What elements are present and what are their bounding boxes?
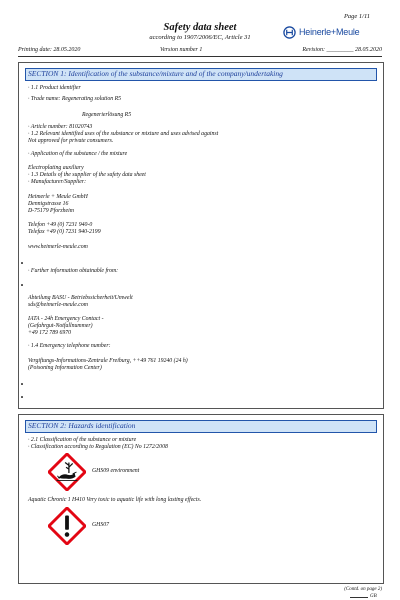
- section-1-heading: SECTION 1: Identification of the substance/mixture and of the company/undertaking: [28, 69, 283, 78]
- s1-website[interactable]: www.heimerle-meule.com: [28, 244, 88, 250]
- s1-bullet: [21, 284, 23, 286]
- s1-department: Abteilung BASU - Betriebssicherheit/Umwelt: [28, 295, 133, 301]
- s1-bullet: [21, 396, 23, 398]
- s2-ghs07-label: GHS07: [92, 522, 110, 528]
- s1-emergency-number: +49 172 789 6970: [28, 330, 72, 336]
- continued-note: (Contd. on page 2): [344, 587, 382, 592]
- s2-ghs09-label: GHS09 environment: [92, 468, 140, 474]
- s2-classification: · 2.1 Classification of the substance or mixture: [28, 437, 137, 443]
- s1-telefax: Telefax +49 (0) 7231 940-2199: [28, 229, 101, 235]
- document-title: Safety data sheet: [163, 22, 237, 33]
- s1-application: · Application of the substance / the mixture: [28, 151, 128, 157]
- s1-manufacturer: · Manufacturer/Supplier:: [28, 179, 87, 185]
- s1-telefon: Telefon +49 (0) 7231 940-0: [28, 222, 93, 228]
- s1-supplier-details: · 1.3 Details of the supplier of the safety data sheet: [28, 172, 146, 178]
- section-2-heading: SECTION 2: Hazards identification: [28, 421, 136, 430]
- s1-city: D-75179 Pforzheim: [28, 208, 74, 214]
- s1-electroplating: Electroplating auxiliary: [28, 165, 84, 171]
- s1-email[interactable]: sds@heimerle-meule.com: [28, 302, 88, 308]
- s1-identified-uses: · 1.2 Relevant identified uses of the substance or mixture and uses advised against: [28, 131, 219, 137]
- s1-bullet: [21, 383, 23, 385]
- page-number: Page 1/11: [343, 13, 370, 20]
- document-subtitle: according to 1907/2006/EC, Article 31: [149, 34, 251, 41]
- header-divider: [18, 56, 382, 57]
- s1-trade-name: · Trade name: Regenerating solution R5: [28, 96, 122, 102]
- version-number: Version number 1: [160, 47, 203, 53]
- section-2-header: [25, 420, 377, 433]
- s2-aquatic-chronic: Aquatic Chronic 1 H410 Very toxic to aquatic life with long lasting effects.: [28, 497, 202, 503]
- s1-street: Dennigstrasse 16: [28, 201, 69, 207]
- section-1-header: [25, 68, 377, 81]
- s1-company-name: Heimerle + Meule GmbH: [28, 194, 88, 200]
- printing-date: Printing date: 28.05.2020: [18, 47, 81, 53]
- s1-gefahrgut: (Gefahrgut-Notfallnummer): [28, 323, 93, 329]
- s1-not-approved: Not approved for private consumers.: [28, 138, 114, 144]
- s1-poison-centre: Vergiftungs-Informations-Zentrale Freiburg, ++49 761 19240 (24 h): [28, 358, 188, 364]
- s1-product-identifier: · 1.1 Product identifier: [28, 85, 81, 91]
- s1-bullet: [21, 262, 23, 264]
- country-code: GB: [370, 594, 377, 599]
- footer-rule: [350, 597, 368, 598]
- logo-mark-icon: [283, 26, 296, 39]
- s1-article-number: · Article number: 81020743: [28, 124, 93, 130]
- s1-iata: IATA - 24h Emergency Contact -: [28, 316, 104, 322]
- s2-regulation: · Classification according to Regulation (EC) No 1272/2008: [28, 444, 168, 450]
- s1-poison-centre-en: (Poisoning Information Center): [28, 365, 102, 371]
- company-logo: [283, 24, 383, 42]
- ghs07-exclamation-icon: [48, 507, 86, 545]
- revision-date: Revision: _________ 28.05.2020: [302, 47, 382, 53]
- s1-trade-name-de: Regenerierlösung R5: [82, 112, 132, 118]
- logo-text: Heinerle+Meule: [299, 27, 360, 37]
- s1-emergency-telephone: · 1.4 Emergency telephone number:: [28, 343, 111, 349]
- s1-further-info: · Further information obtainable from:: [28, 268, 119, 274]
- ghs09-environment-icon: [48, 453, 86, 491]
